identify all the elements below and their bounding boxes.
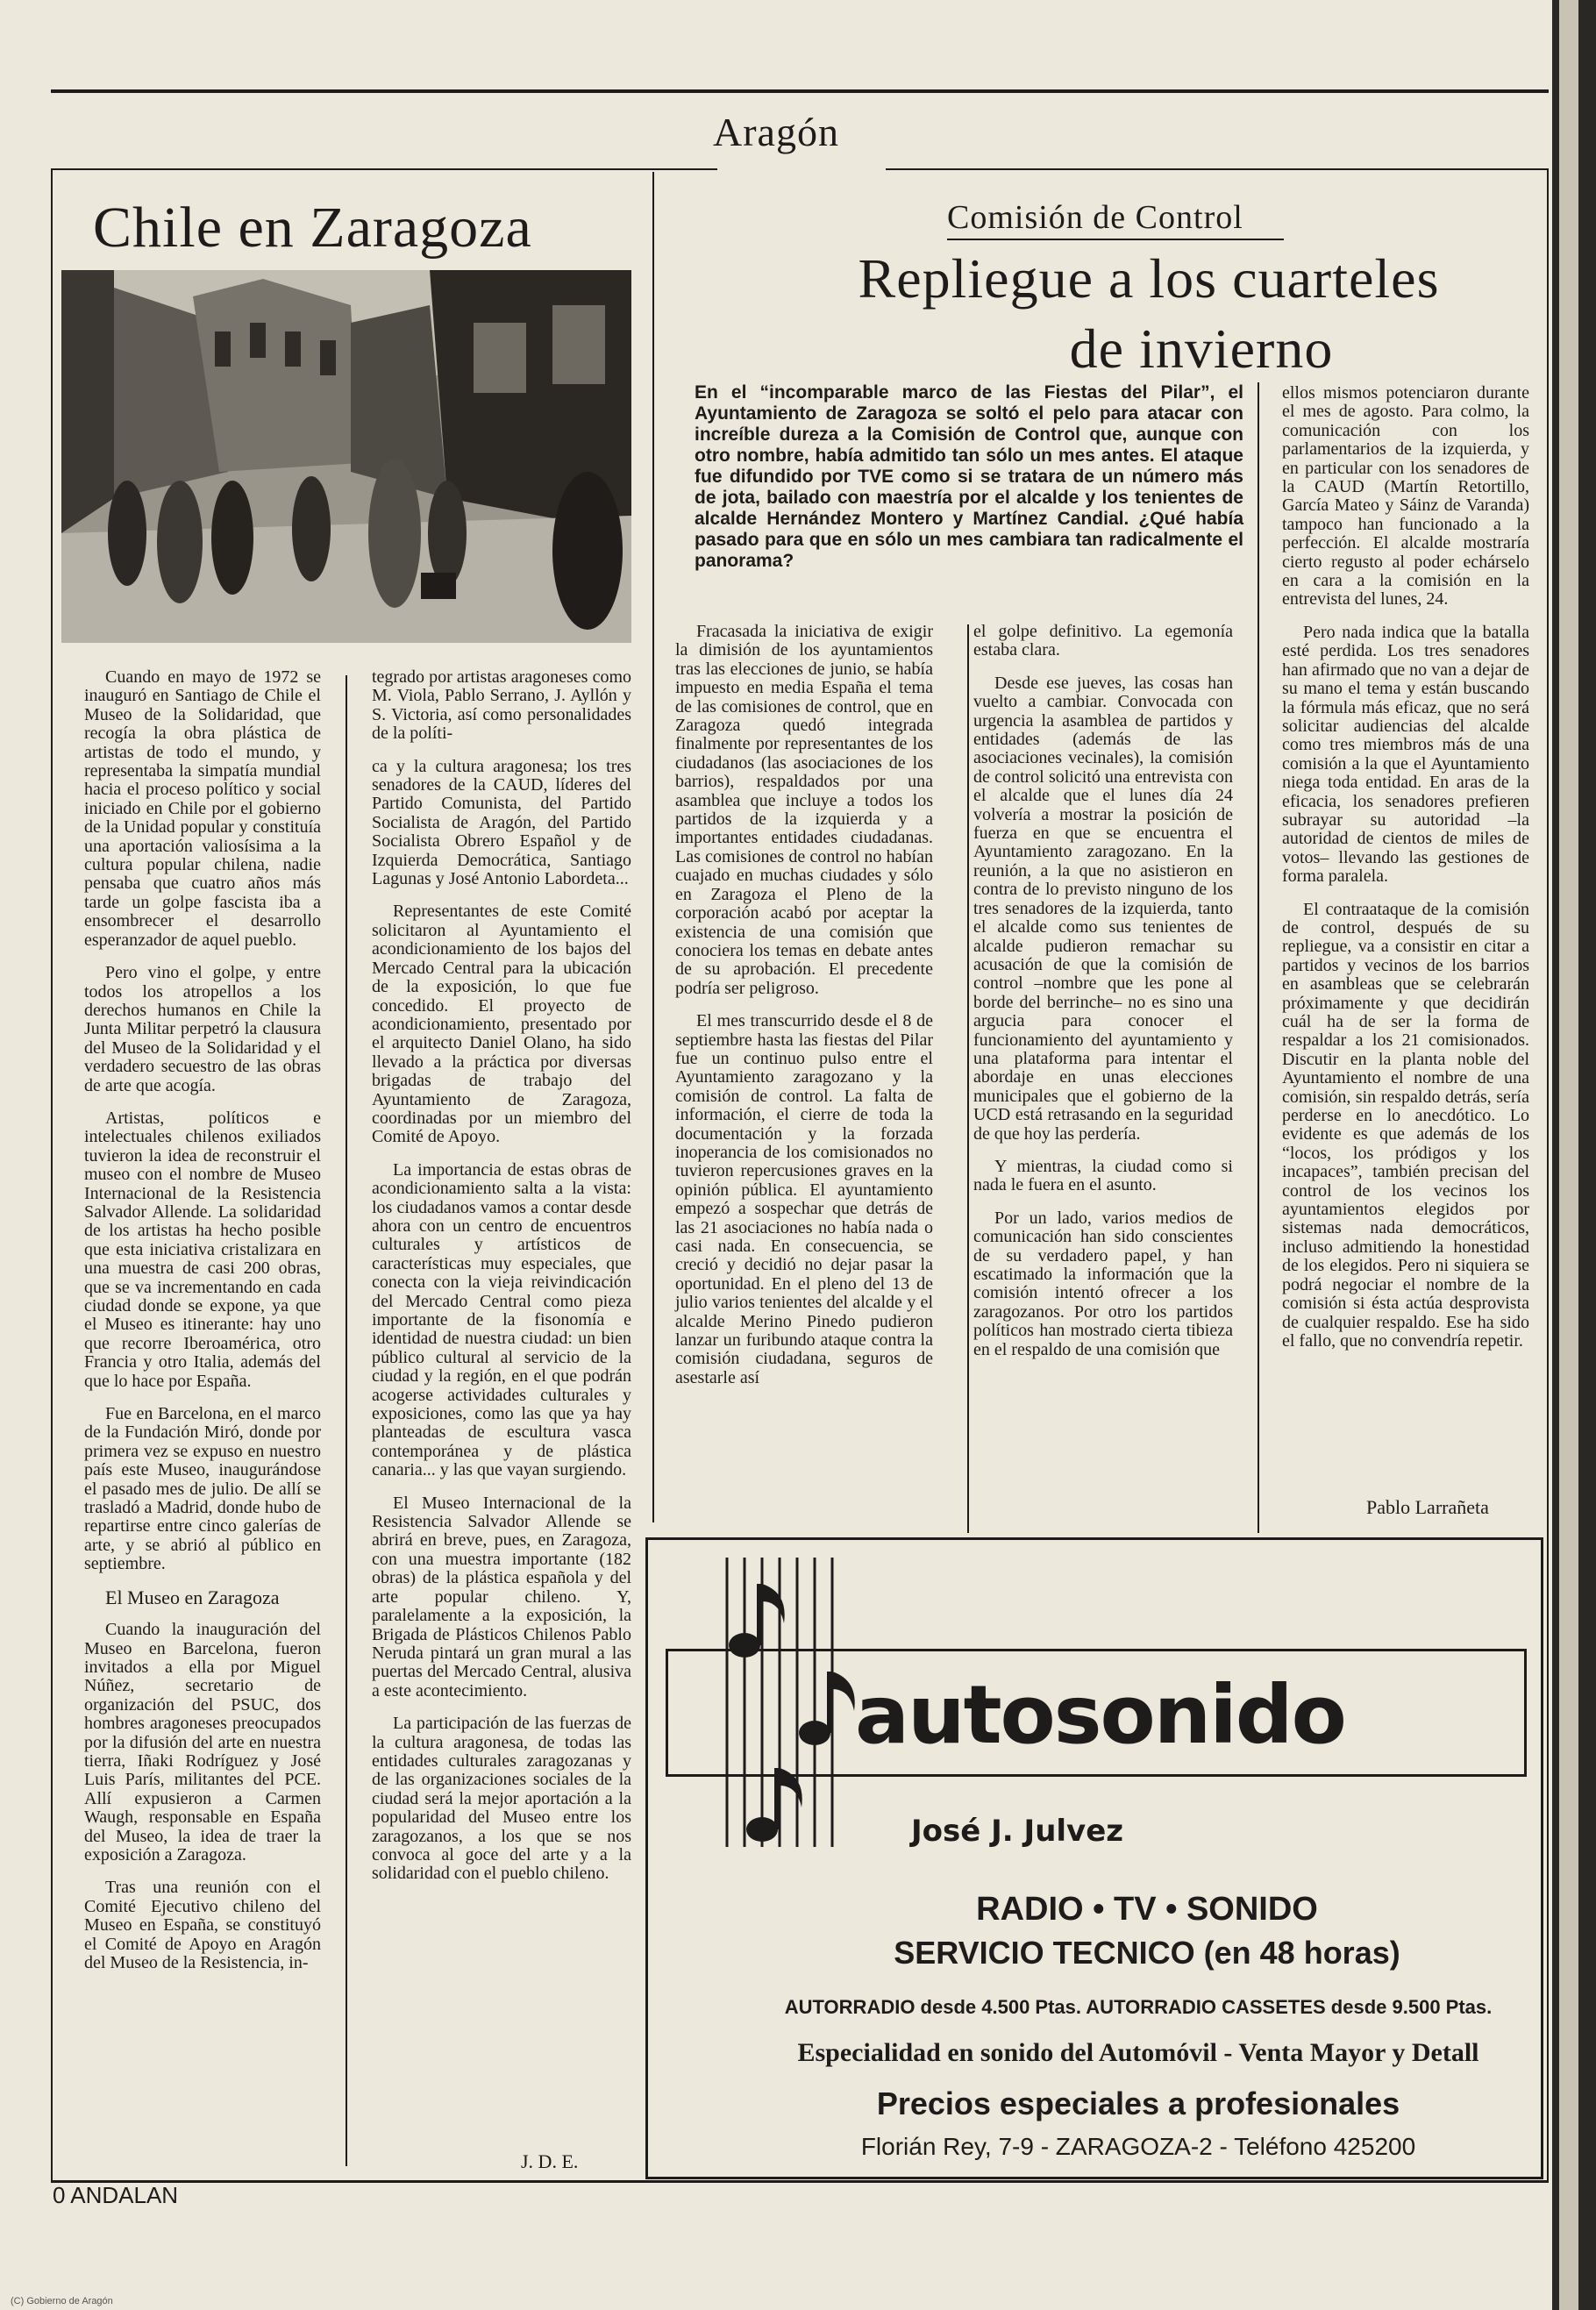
headline [763, 244, 1535, 384]
chile-column-1 [84, 668, 321, 1986]
chile-paragraph: Representantes de este Comité solicitaron al Ayuntamiento el acondicionamiento de los bajos del Mercado Central para la ubicación de la exposición, lo que fue concedido. El proyecto de acondicionamiento, presentado por el arquitecto Daniel Olano, ha sido llevado a la práctica por diversas brigadas de trabajo del Ayuntamiento de Zaragoza, coordinadas por un miembro del Comité de Apoyo. [372, 902, 631, 1147]
kicker-underline [947, 239, 1284, 240]
comision-column-c [1282, 384, 1529, 1365]
comision-paragraph: Desde ese jueves, las cosas han vuelto a cambiar. Convocada con urgencia la asamblea de partidos y entidades (además de las asociaciones vecinales), la comisión de control solicitó una entrevista con el alcalde que el lunes día 24 volvería a mostrar la posición de fuerza en que se encuentra el Ayuntamiento zaragozano. En la reunión, a la que no asistieron en contra de lo previsto ninguno de los tres senadores de la izquierda, tanto el alcalde como sus tenientes de alcalde pudieron remachar su acusación de que la comisión de control –nombre que les pone al borde del berrinche– no es sino una argucia para conocer el funcionamiento del ayuntamiento y una plataforma para intentar el abordaje en unas elecciones municipales que el gobierno de la UCD está retrasando en la seguridad de que hoy las perdería. [973, 673, 1233, 1144]
street-photo-image [61, 270, 631, 643]
page-footer: 0 ANDALAN [53, 2182, 179, 2208]
chile-title: Chile en Zaragoza [93, 196, 532, 260]
comision-paragraph: ellos mismos potenciaron durante el mes de agosto. Para colmo, la comunicación con los parlamentarios de la izquierda, y en particular con los senadores de la CAUD (Martín Retortillo, García Mateo y Sáinz de Varanda) tampoco han funcionado a la perfección. El alcalde mostraría cierto regusto al poder echárselo en cara a la comisión en la entrevista del lunes, 24. [1282, 383, 1529, 610]
section-rule-left [51, 168, 717, 170]
comision-paragraph: Y mientras, la ciudad como si nada le fuera en el asunto. [973, 1156, 1233, 1195]
bottom-rule [51, 2180, 1549, 2183]
comision-paragraph: El contraataque de la comisión de control, después de su repliegue, va a consistir en citar a partidos y vecinos de los barrios en asambleas que se celebrarán próximamente y que decidirán cuál ha de ser la forma de respaldar a los 21 comisionados. Discutir en la planta noble del Ayuntamiento el nombre de una comisión, sin respaldo detrás, sería perderse en lo anecdótico. Lo evidente es que además de los “locos, los pródigos y los incapaces”, también precisan del control de los vecinos los ayuntamientos elegidos por sistemas nada democráticos, incluso admitiendo la honestidad de los elegidos. Pero ni siquiera se podrá negociar el nombre de la comisión si ésta actúa desprovista de cualquier respaldo. Ese ha sido el fallo, que no convendría repetir. [1282, 899, 1529, 1351]
advertisement [645, 1537, 1543, 2179]
column-divider-right [1258, 382, 1259, 1533]
page-edge-next-sheet [1559, 0, 1578, 2310]
street-photo [61, 270, 631, 643]
chile-paragraph: Cuando en mayo de 1972 se inauguró en Santiago de Chile el Museo de la Solidaridad, que recogía la obra plástica de artistas de todo el mundo, y representaba la simpatía mundial hacia el proceso político y social iniciado en Chile por el gobierno de la Unidad popular y constituía una aportación valiosísima a la cultura popular chilena, nadie pensaba que cuatro años más tarde un golpe fascista iba a ensombrecer el desarrollo esperanzador de aquel pueblo. [84, 667, 321, 950]
frame-right [1547, 168, 1549, 2182]
chile-paragraph: La importancia de estas obras de acondicionamiento salta a la vista: los ciudadanos vamos a contar desde ahora con un centro de encuentros culturales y artísticos de características muy especiales, que conecta con la vieja reivindicación del Mercado Central como pieza importante de la fisonomía e identidad de nuestra ciudad: un bien público cultural al servicio de la ciudad y la región, en el que podrán acogerse actividades culturales y exposiciones, como las que ya hay planteadas de escultura vasca contemporánea y de plástica canaria... y las que vayan surgiendo. [372, 1159, 631, 1480]
chile-subhead: El Museo en Zaragoza [105, 1586, 280, 1608]
ad-line-specialty: Especialidad en sonido del Automóvil - Venta Mayor y Detall [797, 2038, 1479, 2067]
chile-paragraph: tegrado por artistas aragoneses como M. Viola, Pablo Serrano, J. Ayllón y S. Victoria, así como personalidades de la políti- [372, 667, 631, 744]
ad-line-services: RADIO • TV • SONIDO [976, 1891, 1318, 1928]
headline-line-1: Repliegue a los cuarteles [858, 247, 1440, 310]
chile-paragraph: El Museo Internacional de la Resistencia Salvador Allende se abrirá en breve, pues, en Zaragoza, con una muestra importante (182 obras) de la plástica española y del arte popular chileno. Y, paralelamente a la exposición, la Brigada de Plásticos Chilenos Pablo Neruda pintará un gran mural a las puertas del Mercado Central, alusiva a este acontecimiento. [372, 1493, 631, 1700]
comision-paragraph: Pero nada indica que la batalla esté perdida. Los tres senadores han afirmado que no van a dejar de su mano el tema y están buscando la fórmula más eficaz, que no será solicitar audiencias del alcalde como tres miembros más de una comisión a la que el Ayuntamiento niega toda entidad. En aras de la eficacia, los senadores prefieren subrayar su autoridad –la autoridad de cientos de miles de votos– llevando las gestiones de forma paralela. [1282, 622, 1529, 887]
chile-signature: J. D. E. [521, 2150, 579, 2172]
frame-left [51, 168, 53, 2182]
column-divider-mid [967, 624, 969, 1533]
comision-signature: Pablo Larrañeta [1366, 1496, 1489, 1518]
headline-line-2: de invierno [1069, 317, 1334, 380]
comision-column-b [973, 623, 1233, 1373]
comision-paragraph: Por un lado, varios medios de comunicación han sido conscientes de su verdadero papel, y han escatimado la información que la comisión intentó ofrecer a los zaragozanos. Por otro los partidos políticos han mostrado cierta tibieza en el respaldo de una comisión que [973, 1208, 1233, 1359]
ad-brand: autosonido [855, 1668, 1345, 1762]
lead-paragraph: En el “incomparable marco de las Fiestas del Pilar”, el Ayuntamiento de Zaragoza se soltó el pelo para atacar con increíble dureza a la Comisión de Control que, aunque con otro nombre, había admitido tan sólo un mes antes. El ataque fue difundido por TVE como si se tratara de un número más de jota, bailado con maestría por el alcalde y los tenientes de alcalde Hernández Montero y Martínez Candial. ¿Qué había pasado para que en sólo un mes cambiara tan radicalmente el panorama? [695, 382, 1243, 571]
chile-paragraph: Pero vino el golpe, y entre todos los atropellos a los derechos humanos en Chile la Junta Militar perpetró la clausura del Museo de la Solidaridad y el verdadero secuestro de las obras de arte que acogía. [84, 963, 321, 1095]
kicker: Comisión de Control [947, 199, 1243, 236]
ad-line-prices: AUTORRADIO desde 4.500 Ptas. AUTORRADIO CASSETES desde 9.500 Ptas. [784, 1996, 1493, 2018]
ad-line-professional: Precios especiales a profesionales [876, 2085, 1400, 2121]
column-divider-main [652, 172, 654, 1522]
section-rule-right [886, 168, 1549, 170]
ad-line-repairs: SERVICIO TECNICO (en 48 horas) [894, 1935, 1400, 1971]
chile-paragraph: Artistas, políticos e intelectuales chilenos exiliados tuvieron la idea de reconstruir el museo con el nombre de Museo Internacional de la Resistencia Salvador Allende. La solidaridad de los artistas ha hecho posible que esta iniciativa cristalizara en una muestra de casi 200 obras, que se va incrementando en cada ciudad donde se expone, ya que el Museo es itinerante: hay uno que recorre Iberoamérica, otro Francia y otro Italia, además del que lo hace por España. [84, 1108, 321, 1391]
chile-paragraph: ca y la cultura aragonesa; los tres senadores de la CAUD, líderes del Partido Comunista, del Partido Socialista de Aragón, del Partido Socialista Obrero Español y de Izquierda Democrática, Santiago Lagunas y José Antonio Labordeta... [372, 756, 631, 889]
header-rule [51, 89, 1549, 93]
ad-line-address: Florián Rey, 7-9 - ZARAGOZA-2 - Teléfono 425200 [860, 2133, 1416, 2160]
column-divider-chile [346, 675, 347, 2166]
chile-paragraph: La participación de las fuerzas de la cultura aragonesa, de todas las entidades culturales zaragozanas y de las organizaciones sociales de la ciudad será la mejor aportación a la popularidad del Museo entre los zaragozanos, a los que se nos convoca al goce del arte y a la solidaridad con el pueblo chileno. [372, 1714, 631, 1884]
comision-paragraph: el golpe definitivo. La egemonía estaba clara. [973, 622, 1233, 660]
comision-column-a [675, 623, 933, 1401]
chile-column-2 [372, 668, 631, 1898]
credit-line: (C) Gobierno de Aragón [11, 2296, 113, 2306]
comision-paragraph: El mes transcurrido desde el 8 de septiembre hasta las fiestas del Pilar fue un continuo pulso entre el Ayuntamiento zaragozano y la comisión de control. La falta de información, el cierre de toda la documentación y la forzada inoperancia de los comisionados no tuvieron repercusiones graves en la opinión pública. El ayuntamiento empezó a sospechar que detrás de las 21 asociaciones no había nada o casi nada. En consecuencia, se creció y decidió no dejar pasar la oportunidad. En el pleno del 13 de julio varios tenientes del alcalde y el alcalde Merino Pinedo pudieron lanzar un furibundo ataque contra la comisión ciudadana, seguros de asestarle así [675, 1011, 933, 1387]
chile-paragraph: Tras una reunión con el Comité Ejecutivo chileno del Museo en España, se constituyó el Comité de Apoyo en Aragón del Museo de la Resistencia, in- [84, 1878, 321, 1972]
comision-paragraph: Fracasada la iniciativa de exigir la dimisión de los ayuntamientos tras las elecciones de junio, se había impuesto en media España el tema de las comisiones de control, que en Zaragoza quedó integrada finalmente por representantes de los ciudadanos (las asociaciones de los barrios), respaldados por una asamblea que incluye a todos los partidos de la izquierda y a importantes entidades ciudadanas. Las comisiones de control no habían cuajado en muchas ciudades y sólo en Zaragoza el Pleno de la corporación acabó por aceptar la existencia de una comisión que conociera los temas en debate antes de su aprobación. El precedente podría ser peligroso. [675, 622, 933, 998]
chile-paragraph: Fue en Barcelona, en el marco de la Fundación Miró, donde por primera vez se expuso en nuestro país este Museo, inaugurándose el pasado mes de julio. De allí se trasladó a Madrid, donde hubo de repartirse entre cinco galerías de arte, y se abrió al público en septiembre. [84, 1404, 321, 1574]
chile-paragraph: Cuando la inauguración del Museo en Barcelona, fueron invitados a ella por Miguel Núñez, secretario de organización del PSUC, dos hombres aragoneses preocupados por la difusión del arte en nuestra tierra, Iñaki Rodríguez y José Luis París, militantes del PCE. Allí expusieron a Carmen Waugh, responsable en España del Museo, la idea de traer la exposición a Zaragoza. [84, 1620, 321, 1864]
ad-owner: José J. Julvez [911, 1814, 1124, 1849]
section-title: Aragón [713, 110, 839, 154]
